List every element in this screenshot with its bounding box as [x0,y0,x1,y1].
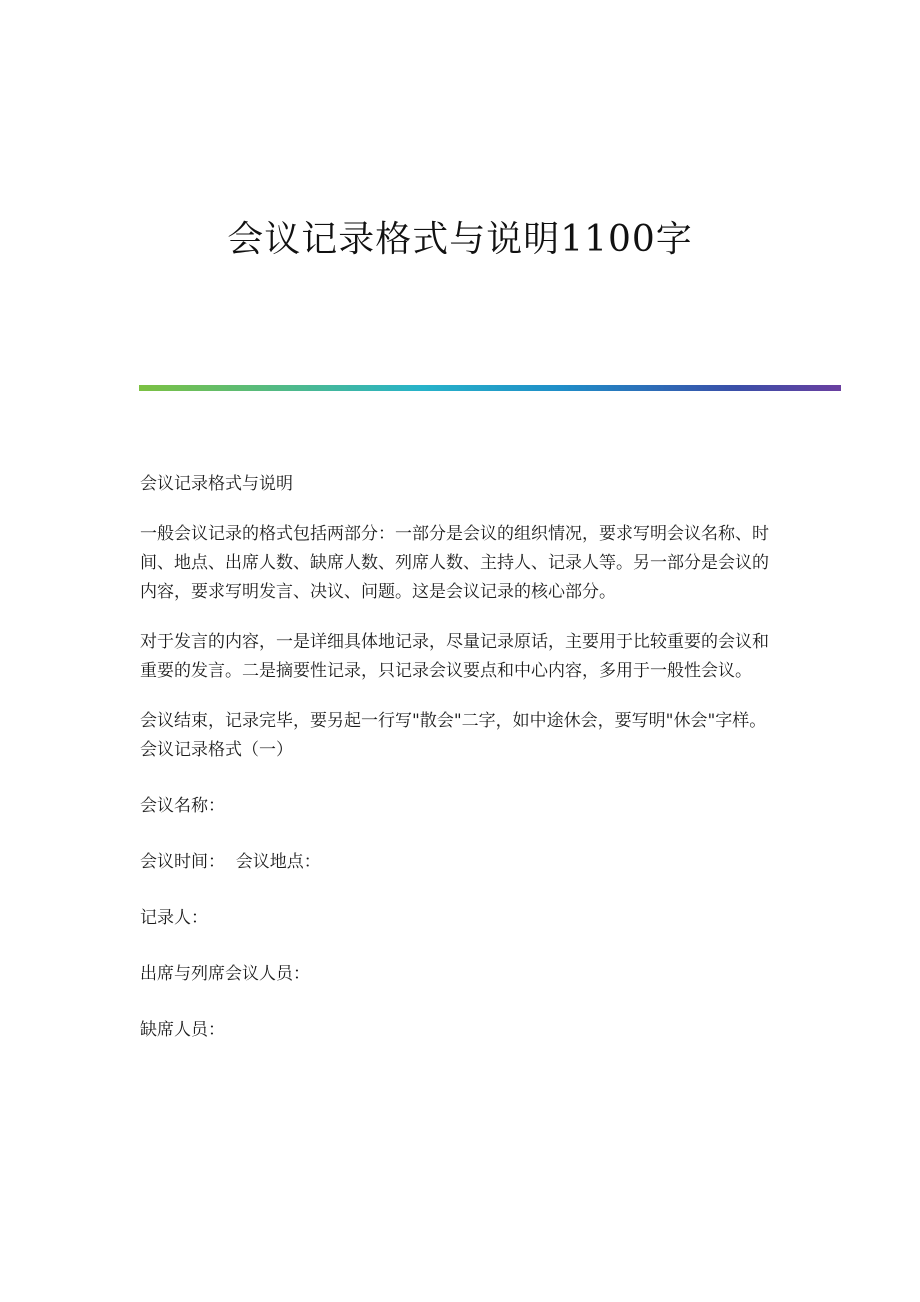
paragraph-meeting-end: 会议结束，记录完毕，要另起一行写"散会"二字，如中途休会，要写明"休会"字样。 会议记录格式（一） [140,711,767,760]
document-body [140,470,780,1045]
field-attendees: 出席与列席会议人员： [140,964,310,984]
title-divider [139,385,841,391]
paragraph-format-overview: 一般会议记录的格式包括两部分：一部分是会议的组织情况，要求写明会议名称、时间、地点、出席人数、缺席人数、列席人数、主持人、记录人等。另一部分是会议的内容，要求写明发言、决议、问题。这是会议记录的核心部分。 [140,524,769,602]
field-recorder: 记录人： [140,908,208,928]
section-heading: 会议记录格式与说明 [140,474,293,494]
field-absentees: 缺席人员： [140,1020,225,1040]
field-meeting-time-place: 会议时间： 会议地点： [140,852,321,872]
field-meeting-name: 会议名称： [140,796,225,816]
document-title: 会议记录格式与说明1100字 [227,219,693,260]
paragraph-speech-recording: 对于发言的内容，一是详细具体地记录，尽量记录原话，主要用于比较重要的会议和重要的发言。二是摘要性记录，只记录会议要点和中心内容，多用于一般性会议。 [140,632,769,681]
